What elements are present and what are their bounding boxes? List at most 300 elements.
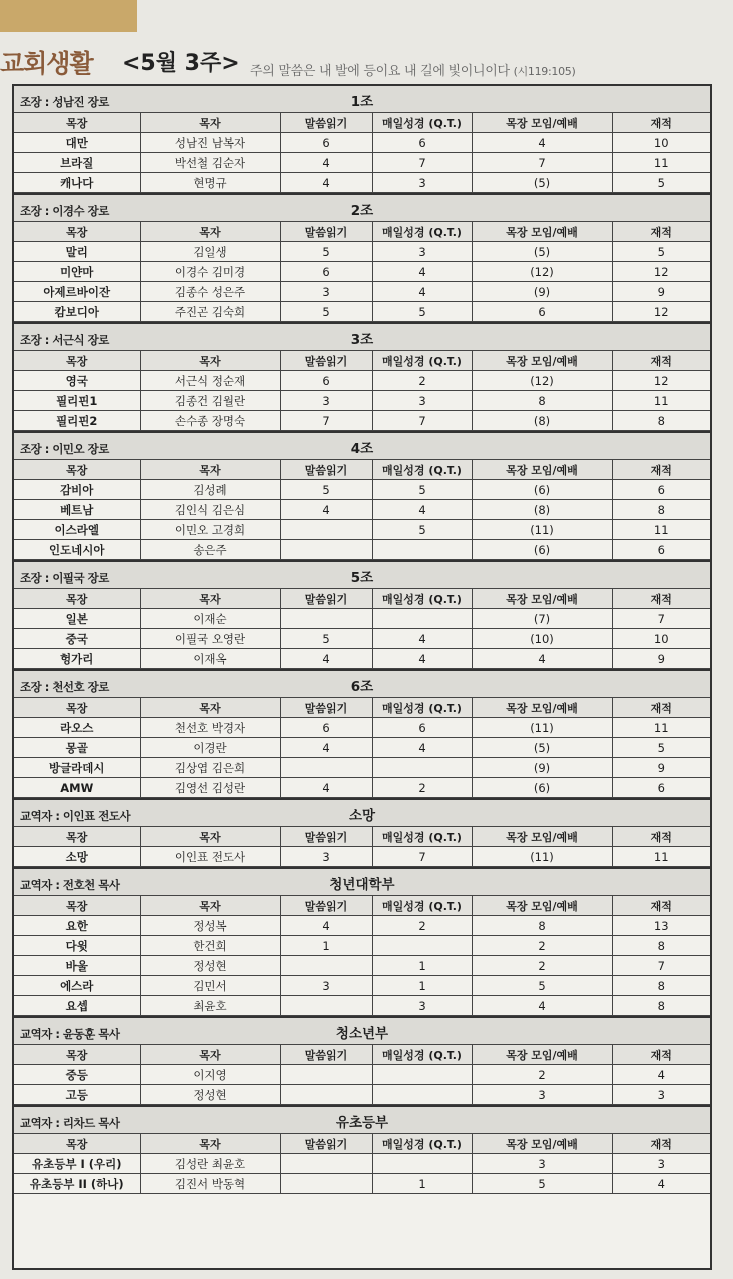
column-header-row bbox=[14, 896, 710, 916]
cell-mokjang: 라오스 bbox=[14, 718, 140, 738]
cell-enrolled: 6 bbox=[612, 540, 710, 560]
cell-reading: 6 bbox=[280, 371, 372, 391]
column-header: 목자 bbox=[140, 222, 280, 242]
group-header bbox=[14, 1018, 710, 1045]
cell-qt: 5 bbox=[372, 480, 472, 500]
verse-text bbox=[250, 60, 576, 79]
column-header: 목자 bbox=[140, 827, 280, 847]
cell-meeting: (6) bbox=[472, 540, 612, 560]
cell-qt: 1 bbox=[372, 956, 472, 976]
table-row bbox=[14, 173, 710, 193]
cell-reading: 3 bbox=[280, 976, 372, 996]
group-name: 2조 bbox=[350, 203, 374, 219]
cell-mokjang: 다윗 bbox=[14, 936, 140, 956]
cell-qt: 3 bbox=[372, 391, 472, 411]
group-leader: 조장 : 이필국 장로 bbox=[20, 571, 109, 585]
cell-enrolled: 6 bbox=[612, 480, 710, 500]
column-header: 재적 bbox=[612, 113, 710, 133]
cell-mokja: 김인식 김은심 bbox=[140, 500, 280, 520]
cell-meeting: 4 bbox=[472, 649, 612, 669]
cell-meeting: (6) bbox=[472, 480, 612, 500]
group-name: 소망 bbox=[348, 808, 376, 824]
cell-qt: 5 bbox=[372, 302, 472, 322]
column-header: 매일성경 (Q.T.) bbox=[372, 113, 472, 133]
column-header: 목자 bbox=[140, 460, 280, 480]
table-row bbox=[14, 718, 710, 738]
cell-mokja: 성남진 남복자 bbox=[140, 133, 280, 153]
group-header bbox=[14, 800, 710, 827]
column-header: 말씀읽기 bbox=[280, 222, 372, 242]
column-header-row bbox=[14, 589, 710, 609]
cell-reading bbox=[280, 1085, 372, 1105]
cell-meeting: 6 bbox=[472, 302, 612, 322]
column-header: 말씀읽기 bbox=[280, 351, 372, 371]
cell-reading: 4 bbox=[280, 500, 372, 520]
cell-mokja: 최윤호 bbox=[140, 996, 280, 1016]
cell-enrolled: 4 bbox=[612, 1174, 710, 1194]
cell-mokjang: 필리핀1 bbox=[14, 391, 140, 411]
cell-qt: 3 bbox=[372, 996, 472, 1016]
table-row bbox=[14, 847, 710, 867]
verse-reference: (시119:105) bbox=[513, 65, 576, 78]
group-leader: 교역자 : 전호천 목사 bbox=[20, 878, 120, 892]
cell-reading: 4 bbox=[280, 778, 372, 798]
cell-meeting: (10) bbox=[472, 629, 612, 649]
table-row bbox=[14, 480, 710, 500]
column-header: 매일성경 (Q.T.) bbox=[372, 827, 472, 847]
table-row bbox=[14, 778, 710, 798]
column-header: 목장 bbox=[14, 1045, 140, 1065]
group-table bbox=[14, 460, 710, 560]
cell-qt: 6 bbox=[372, 718, 472, 738]
cell-meeting: 2 bbox=[472, 936, 612, 956]
group-section bbox=[14, 1107, 710, 1194]
cell-qt bbox=[372, 1065, 472, 1085]
column-header: 목장 모임/예배 bbox=[472, 827, 612, 847]
column-header: 재적 bbox=[612, 1045, 710, 1065]
table-row bbox=[14, 996, 710, 1016]
cell-qt: 1 bbox=[372, 976, 472, 996]
column-header: 재적 bbox=[612, 698, 710, 718]
cell-enrolled: 9 bbox=[612, 282, 710, 302]
cell-enrolled: 11 bbox=[612, 391, 710, 411]
cell-meeting: (5) bbox=[472, 738, 612, 758]
table-row bbox=[14, 916, 710, 936]
cell-mokjang: 브라질 bbox=[14, 153, 140, 173]
verse-body: 주의 말씀은 내 발에 등이요 내 길에 빛이니이다 bbox=[250, 64, 510, 79]
group-leader: 교역자 : 이인표 전도사 bbox=[20, 809, 131, 823]
column-header: 목자 bbox=[140, 351, 280, 371]
cell-mokja: 이재옥 bbox=[140, 649, 280, 669]
cell-enrolled: 8 bbox=[612, 411, 710, 431]
cell-mokjang: 몽골 bbox=[14, 738, 140, 758]
cell-qt bbox=[372, 936, 472, 956]
column-header: 목장 bbox=[14, 896, 140, 916]
column-header: 매일성경 (Q.T.) bbox=[372, 1045, 472, 1065]
column-header: 목장 모임/예배 bbox=[472, 113, 612, 133]
cell-enrolled: 7 bbox=[612, 956, 710, 976]
cell-reading: 3 bbox=[280, 847, 372, 867]
cell-reading bbox=[280, 520, 372, 540]
cell-mokja: 이경란 bbox=[140, 738, 280, 758]
cell-qt bbox=[372, 1154, 472, 1174]
cell-mokja: 정성현 bbox=[140, 956, 280, 976]
cell-reading: 5 bbox=[280, 242, 372, 262]
page-header bbox=[0, 44, 733, 84]
cell-mokjang: AMW bbox=[14, 778, 140, 798]
cell-enrolled: 7 bbox=[612, 609, 710, 629]
cell-enrolled: 5 bbox=[612, 738, 710, 758]
column-header: 목자 bbox=[140, 113, 280, 133]
cell-enrolled: 6 bbox=[612, 778, 710, 798]
cell-mokjang: 요한 bbox=[14, 916, 140, 936]
table-row bbox=[14, 302, 710, 322]
cell-mokjang: 이스라엘 bbox=[14, 520, 140, 540]
table-row bbox=[14, 411, 710, 431]
column-header: 목장 bbox=[14, 698, 140, 718]
cell-reading bbox=[280, 1065, 372, 1085]
group-table bbox=[14, 1045, 710, 1105]
cell-mokjang: 영국 bbox=[14, 371, 140, 391]
cell-meeting: (11) bbox=[472, 718, 612, 738]
cell-mokja: 정성복 bbox=[140, 916, 280, 936]
column-header: 목자 bbox=[140, 1134, 280, 1154]
column-header: 재적 bbox=[612, 589, 710, 609]
group-name: 유초등부 bbox=[335, 1115, 389, 1131]
group-section bbox=[14, 671, 710, 800]
cell-mokja: 김성란 최윤호 bbox=[140, 1154, 280, 1174]
cell-meeting: (8) bbox=[472, 411, 612, 431]
cell-mokja: 현명규 bbox=[140, 173, 280, 193]
cell-meeting: 4 bbox=[472, 133, 612, 153]
cell-reading: 3 bbox=[280, 391, 372, 411]
cell-reading bbox=[280, 758, 372, 778]
column-header: 목장 모임/예배 bbox=[472, 460, 612, 480]
group-leader: 조장 : 이민오 장로 bbox=[20, 442, 109, 456]
group-leader: 교역자 : 윤동훈 목사 bbox=[20, 1027, 120, 1041]
cell-mokjang: 말리 bbox=[14, 242, 140, 262]
cell-qt bbox=[372, 609, 472, 629]
group-leader: 조장 : 성남진 장로 bbox=[20, 95, 109, 109]
cell-reading bbox=[280, 956, 372, 976]
column-header: 목장 모임/예배 bbox=[472, 222, 612, 242]
cell-qt: 3 bbox=[372, 242, 472, 262]
group-leader: 조장 : 서근식 장로 bbox=[20, 333, 109, 347]
cell-mokjang: 에스라 bbox=[14, 976, 140, 996]
cell-enrolled: 4 bbox=[612, 1065, 710, 1085]
cell-qt: 4 bbox=[372, 282, 472, 302]
cell-meeting: 4 bbox=[472, 996, 612, 1016]
cell-mokja: 이지영 bbox=[140, 1065, 280, 1085]
table-row bbox=[14, 371, 710, 391]
cell-mokjang: 중등 bbox=[14, 1065, 140, 1085]
group-table bbox=[14, 222, 710, 322]
cell-mokja: 김성례 bbox=[140, 480, 280, 500]
cell-meeting: (7) bbox=[472, 609, 612, 629]
cell-mokja: 주진곤 김숙희 bbox=[140, 302, 280, 322]
group-section bbox=[14, 86, 710, 195]
column-header-row bbox=[14, 460, 710, 480]
cell-qt: 7 bbox=[372, 153, 472, 173]
column-header: 매일성경 (Q.T.) bbox=[372, 589, 472, 609]
group-name: 1조 bbox=[350, 94, 374, 110]
column-header-row bbox=[14, 1045, 710, 1065]
table-row bbox=[14, 282, 710, 302]
cell-mokjang: 아제르바이잔 bbox=[14, 282, 140, 302]
week-label: <5월 3주> bbox=[122, 51, 240, 76]
table-row bbox=[14, 391, 710, 411]
column-header: 재적 bbox=[612, 896, 710, 916]
column-header: 목장 bbox=[14, 113, 140, 133]
group-header bbox=[14, 86, 710, 113]
cell-qt bbox=[372, 1085, 472, 1105]
column-header: 목장 bbox=[14, 460, 140, 480]
column-header: 매일성경 (Q.T.) bbox=[372, 896, 472, 916]
cell-enrolled: 10 bbox=[612, 629, 710, 649]
column-header: 목장 bbox=[14, 1134, 140, 1154]
cell-reading bbox=[280, 540, 372, 560]
cell-qt: 4 bbox=[372, 738, 472, 758]
cell-qt: 5 bbox=[372, 520, 472, 540]
cell-qt: 4 bbox=[372, 262, 472, 282]
group-name: 5조 bbox=[350, 570, 374, 586]
cell-mokja: 이필국 오영란 bbox=[140, 629, 280, 649]
cell-mokja: 박선철 김순자 bbox=[140, 153, 280, 173]
table-row bbox=[14, 540, 710, 560]
column-header-row bbox=[14, 113, 710, 133]
cell-mokja: 이경수 김미경 bbox=[140, 262, 280, 282]
cell-mokjang: 바울 bbox=[14, 956, 140, 976]
column-header: 말씀읽기 bbox=[280, 698, 372, 718]
column-header: 말씀읽기 bbox=[280, 460, 372, 480]
column-header: 매일성경 (Q.T.) bbox=[372, 351, 472, 371]
cell-qt: 7 bbox=[372, 411, 472, 431]
cell-reading: 4 bbox=[280, 153, 372, 173]
group-header bbox=[14, 869, 710, 896]
cell-reading: 6 bbox=[280, 718, 372, 738]
cell-reading: 5 bbox=[280, 302, 372, 322]
cell-qt: 2 bbox=[372, 371, 472, 391]
column-header: 재적 bbox=[612, 827, 710, 847]
header-tab-decoration bbox=[0, 0, 137, 32]
cell-enrolled: 3 bbox=[612, 1154, 710, 1174]
cell-reading: 4 bbox=[280, 649, 372, 669]
cell-qt: 6 bbox=[372, 133, 472, 153]
cell-qt bbox=[372, 758, 472, 778]
cell-meeting: 5 bbox=[472, 1174, 612, 1194]
cell-meeting: 8 bbox=[472, 391, 612, 411]
column-header: 재적 bbox=[612, 460, 710, 480]
cell-mokjang: 인도네시아 bbox=[14, 540, 140, 560]
group-header bbox=[14, 671, 710, 698]
column-header: 목자 bbox=[140, 1045, 280, 1065]
table-row bbox=[14, 133, 710, 153]
cell-mokjang: 일본 bbox=[14, 609, 140, 629]
cell-mokjang: 필리핀2 bbox=[14, 411, 140, 431]
column-header-row bbox=[14, 698, 710, 718]
cell-enrolled: 11 bbox=[612, 520, 710, 540]
cell-mokjang: 대만 bbox=[14, 133, 140, 153]
cell-qt bbox=[372, 540, 472, 560]
group-leader: 교역자 : 리차드 목사 bbox=[20, 1116, 120, 1130]
cell-qt: 4 bbox=[372, 500, 472, 520]
cell-mokja: 정성현 bbox=[140, 1085, 280, 1105]
cell-qt: 2 bbox=[372, 916, 472, 936]
column-header: 재적 bbox=[612, 1134, 710, 1154]
group-leader: 조장 : 이경수 장로 bbox=[20, 204, 109, 218]
column-header: 말씀읽기 bbox=[280, 113, 372, 133]
cell-meeting: (5) bbox=[472, 242, 612, 262]
cell-meeting: (12) bbox=[472, 262, 612, 282]
column-header: 목자 bbox=[140, 896, 280, 916]
cell-mokja: 서근식 정순재 bbox=[140, 371, 280, 391]
cell-mokjang: 요셉 bbox=[14, 996, 140, 1016]
cell-mokjang: 캄보디아 bbox=[14, 302, 140, 322]
group-header bbox=[14, 562, 710, 589]
table-row bbox=[14, 936, 710, 956]
cell-mokjang: 감비아 bbox=[14, 480, 140, 500]
column-header: 재적 bbox=[612, 222, 710, 242]
cell-mokja: 김종건 김월란 bbox=[140, 391, 280, 411]
cell-enrolled: 8 bbox=[612, 976, 710, 996]
cell-enrolled: 3 bbox=[612, 1085, 710, 1105]
group-name: 4조 bbox=[350, 441, 374, 457]
cell-qt: 4 bbox=[372, 649, 472, 669]
table-row bbox=[14, 500, 710, 520]
group-section bbox=[14, 800, 710, 869]
cell-qt: 1 bbox=[372, 1174, 472, 1194]
cell-mokja: 김진서 박동혁 bbox=[140, 1174, 280, 1194]
group-table bbox=[14, 698, 710, 798]
table-row bbox=[14, 976, 710, 996]
group-section bbox=[14, 195, 710, 324]
group-table bbox=[14, 1134, 710, 1194]
cell-enrolled: 12 bbox=[612, 371, 710, 391]
cell-mokjang: 유초등부 II (하나) bbox=[14, 1174, 140, 1194]
group-name: 3조 bbox=[350, 332, 374, 348]
group-section bbox=[14, 1018, 710, 1107]
column-header: 재적 bbox=[612, 351, 710, 371]
group-section bbox=[14, 869, 710, 1018]
cell-enrolled: 11 bbox=[612, 718, 710, 738]
cell-mokja: 한건희 bbox=[140, 936, 280, 956]
cell-mokjang: 베트남 bbox=[14, 500, 140, 520]
group-table bbox=[14, 896, 710, 1016]
group-name: 청소년부 bbox=[335, 1026, 389, 1042]
cell-mokja: 이인표 전도사 bbox=[140, 847, 280, 867]
table-row bbox=[14, 609, 710, 629]
cell-meeting: 3 bbox=[472, 1085, 612, 1105]
cell-mokjang: 유초등부 I (우리) bbox=[14, 1154, 140, 1174]
cell-meeting: 8 bbox=[472, 916, 612, 936]
cell-meeting: 7 bbox=[472, 153, 612, 173]
cell-enrolled: 9 bbox=[612, 758, 710, 778]
table-row bbox=[14, 520, 710, 540]
cell-enrolled: 11 bbox=[612, 847, 710, 867]
cell-reading: 1 bbox=[280, 936, 372, 956]
column-header: 매일성경 (Q.T.) bbox=[372, 222, 472, 242]
cell-meeting: (5) bbox=[472, 173, 612, 193]
cell-qt: 2 bbox=[372, 778, 472, 798]
page-title: 교회생활 bbox=[0, 49, 93, 78]
cell-mokja: 김상엽 김은희 bbox=[140, 758, 280, 778]
column-header: 말씀읽기 bbox=[280, 896, 372, 916]
cell-meeting: (8) bbox=[472, 500, 612, 520]
cell-meeting: 2 bbox=[472, 956, 612, 976]
cell-qt: 7 bbox=[372, 847, 472, 867]
group-section bbox=[14, 562, 710, 671]
cell-mokja: 김종수 성은주 bbox=[140, 282, 280, 302]
table-row bbox=[14, 629, 710, 649]
group-section bbox=[14, 433, 710, 562]
table-row bbox=[14, 738, 710, 758]
cell-enrolled: 10 bbox=[612, 133, 710, 153]
cell-enrolled: 5 bbox=[612, 242, 710, 262]
column-header: 말씀읽기 bbox=[280, 1045, 372, 1065]
table-row bbox=[14, 153, 710, 173]
cell-reading: 6 bbox=[280, 262, 372, 282]
cell-mokja: 김일생 bbox=[140, 242, 280, 262]
cell-mokjang: 미얀마 bbox=[14, 262, 140, 282]
cell-reading: 5 bbox=[280, 480, 372, 500]
column-header: 말씀읽기 bbox=[280, 1134, 372, 1154]
cell-enrolled: 12 bbox=[612, 262, 710, 282]
column-header: 매일성경 (Q.T.) bbox=[372, 1134, 472, 1154]
table-row bbox=[14, 1085, 710, 1105]
group-name: 청년대학부 bbox=[329, 877, 395, 893]
cell-mokja: 천선호 박경자 bbox=[140, 718, 280, 738]
column-header: 목장 모임/예배 bbox=[472, 589, 612, 609]
group-header bbox=[14, 195, 710, 222]
table-row bbox=[14, 262, 710, 282]
table-row bbox=[14, 1154, 710, 1174]
table-row bbox=[14, 1065, 710, 1085]
cell-enrolled: 8 bbox=[612, 936, 710, 956]
cell-reading: 4 bbox=[280, 738, 372, 758]
column-header: 목자 bbox=[140, 698, 280, 718]
table-row bbox=[14, 242, 710, 262]
cell-meeting: (9) bbox=[472, 758, 612, 778]
cell-meeting: 2 bbox=[472, 1065, 612, 1085]
table-row bbox=[14, 1174, 710, 1194]
cell-meeting: 3 bbox=[472, 1154, 612, 1174]
cell-enrolled: 12 bbox=[612, 302, 710, 322]
cell-reading: 4 bbox=[280, 173, 372, 193]
cell-mokjang: 방글라데시 bbox=[14, 758, 140, 778]
column-header: 매일성경 (Q.T.) bbox=[372, 698, 472, 718]
cell-reading: 7 bbox=[280, 411, 372, 431]
group-table bbox=[14, 589, 710, 669]
cell-enrolled: 9 bbox=[612, 649, 710, 669]
cell-mokjang: 캐나다 bbox=[14, 173, 140, 193]
column-header-row bbox=[14, 1134, 710, 1154]
column-header-row bbox=[14, 222, 710, 242]
cell-reading: 4 bbox=[280, 916, 372, 936]
cell-enrolled: 13 bbox=[612, 916, 710, 936]
cell-meeting: (6) bbox=[472, 778, 612, 798]
column-header-row bbox=[14, 827, 710, 847]
cell-mokja: 손수종 장명숙 bbox=[140, 411, 280, 431]
table-row bbox=[14, 758, 710, 778]
column-header: 목장 모임/예배 bbox=[472, 698, 612, 718]
column-header: 말씀읽기 bbox=[280, 589, 372, 609]
cell-meeting: (9) bbox=[472, 282, 612, 302]
column-header: 말씀읽기 bbox=[280, 827, 372, 847]
group-table bbox=[14, 351, 710, 431]
group-name: 6조 bbox=[350, 679, 374, 695]
column-header: 목장 bbox=[14, 222, 140, 242]
group-leader: 조장 : 천선호 장로 bbox=[20, 680, 109, 694]
